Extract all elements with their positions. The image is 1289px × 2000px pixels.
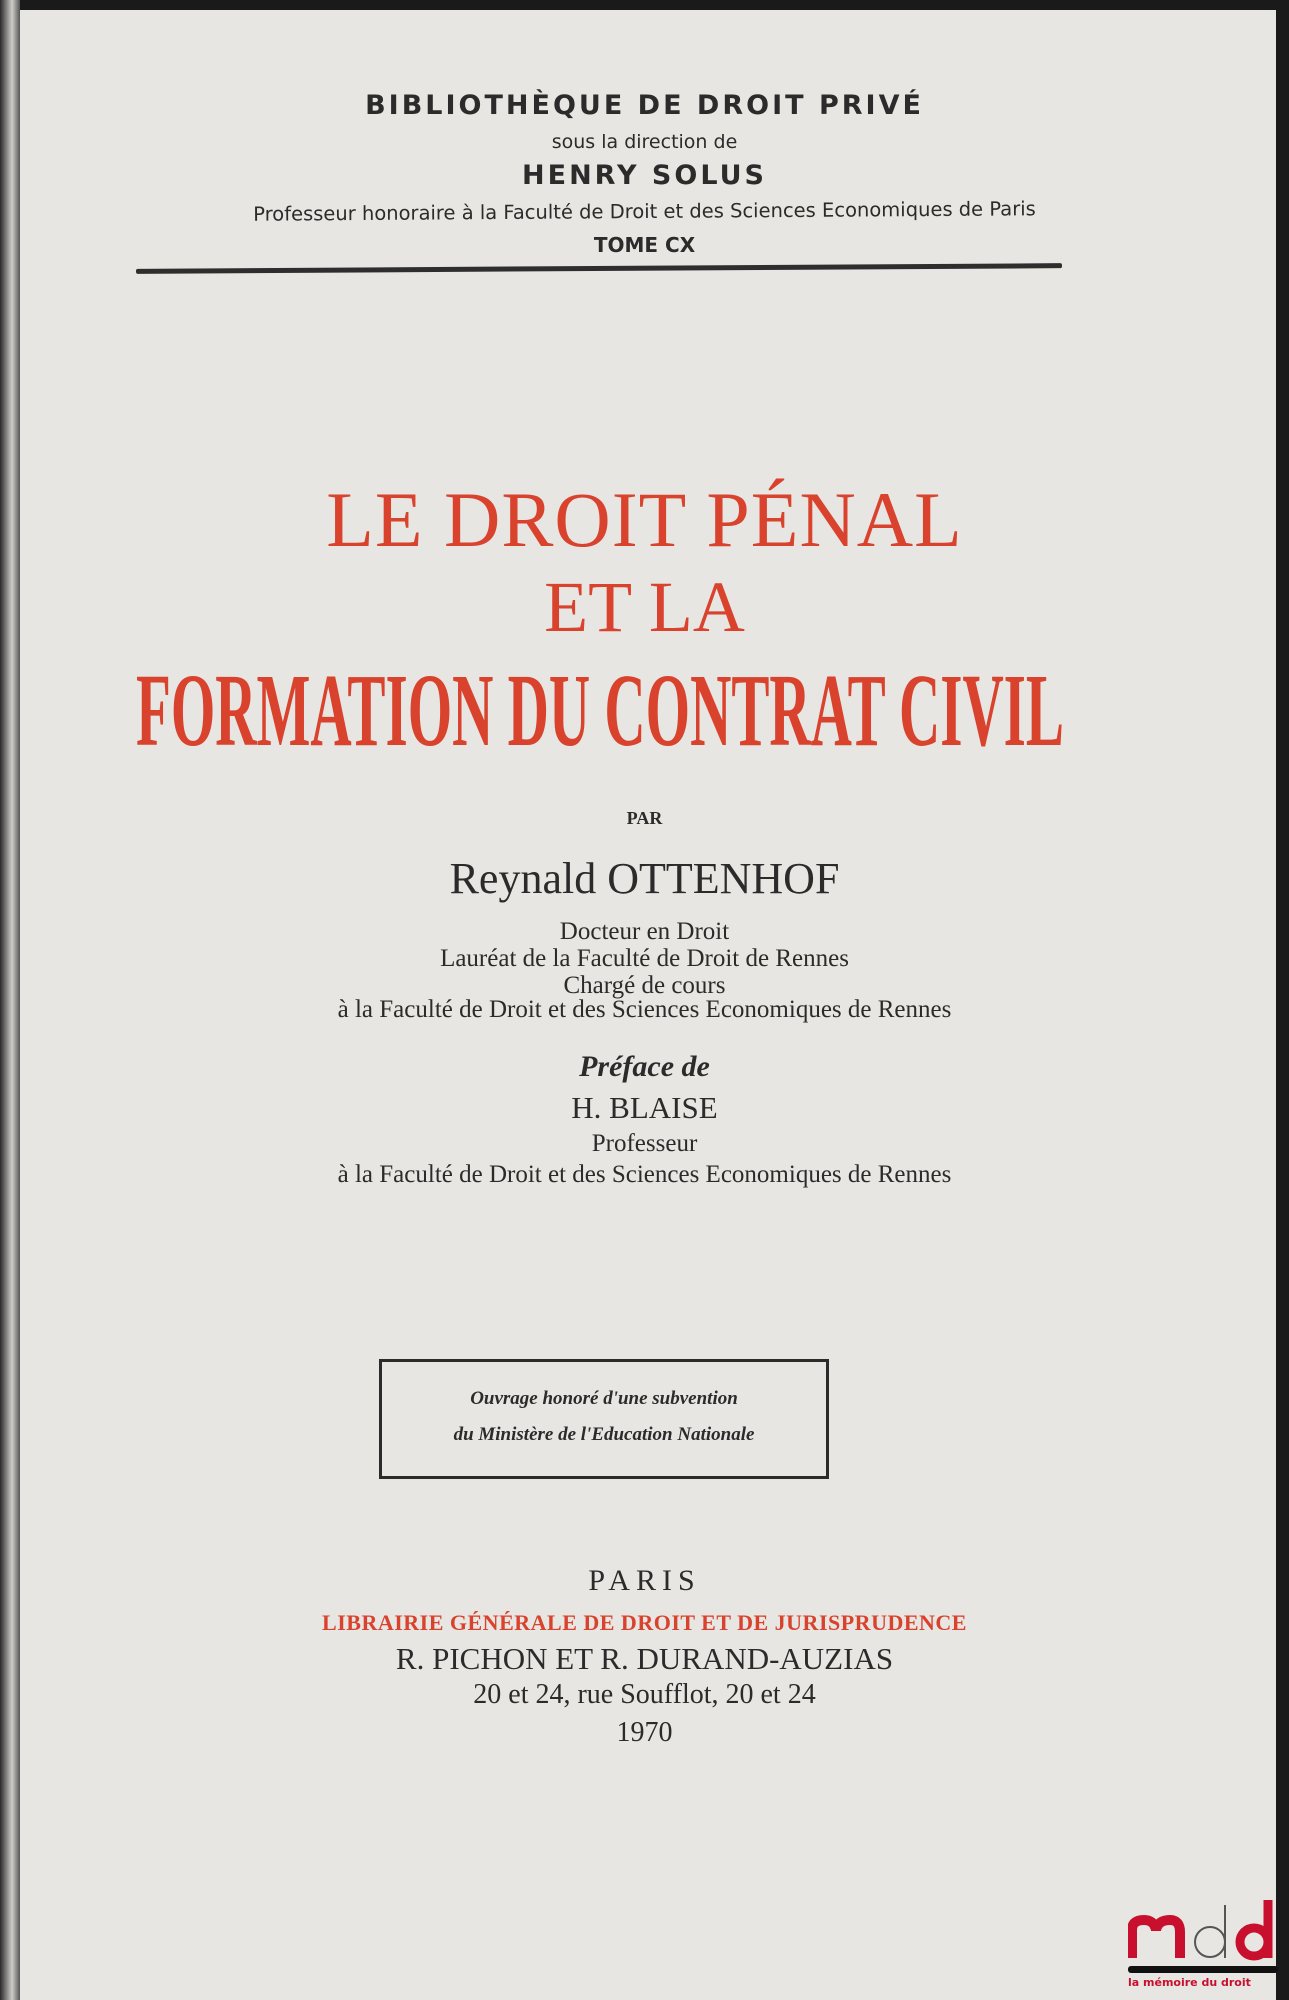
publisher-name: LIBRAIRIE GÉNÉRALE DE DROIT ET DE JURISPRUDENCE xyxy=(322,1610,967,1635)
title-line-3: FORMATION DU CONTRAT CIVIL xyxy=(136,653,1064,760)
preface-label: Préface de xyxy=(579,1050,710,1083)
publisher-owners: R. PICHON ET R. DURAND-AUZIAS xyxy=(395,1641,894,1676)
subsidy-notice-line-1: Ouvrage honoré d'une subvention xyxy=(470,1388,738,1409)
collection-name: BIBLIOTHÈQUE DE DROIT PRIVÉ xyxy=(365,90,924,121)
preface-author: H. BLAISE xyxy=(571,1090,718,1125)
title-line-2: ET LA xyxy=(544,567,745,647)
direction-label: sous la direction de xyxy=(551,131,738,153)
preface-credential: Professeur xyxy=(591,1130,698,1157)
director-title: Professeur honoraire à la Faculté de Droit et des Sciences Economiques de Paris xyxy=(253,197,1036,226)
subsidy-notice-line-2: du Ministère de l'Education Nationale xyxy=(453,1424,755,1445)
preface-credential: à la Faculté de Droit et des Sciences Economiques de Rennes xyxy=(337,1161,952,1188)
director-name: HENRY SOLUS xyxy=(522,160,767,191)
title-line-1: LE DROIT PÉNAL xyxy=(326,476,963,563)
mdd-logo xyxy=(1128,1890,1283,1995)
publisher-address: 20 et 24, rue Soufflot, 20 et 24 xyxy=(473,1679,816,1710)
author-credential: Chargé de cours xyxy=(563,972,726,999)
author-credential: à la Faculté de Droit et des Sciences Economiques de Rennes xyxy=(337,996,952,1023)
logo-tagline: la mémoire du droit xyxy=(1128,1976,1251,1989)
volume-number: TOME CX xyxy=(593,233,696,257)
subsidy-notice-box xyxy=(379,1359,829,1479)
by-label: PAR xyxy=(626,808,663,828)
title-line-3-wrapper xyxy=(136,650,1066,760)
author-credential: Docteur en Droit xyxy=(559,918,730,945)
author-name: Reynald OTTENHOF xyxy=(449,854,840,903)
author-credential: Lauréat de la Faculté de Droit de Rennes xyxy=(440,945,849,972)
publication-year: 1970 xyxy=(616,1717,673,1748)
imprint-city: PARIS xyxy=(588,1564,701,1597)
